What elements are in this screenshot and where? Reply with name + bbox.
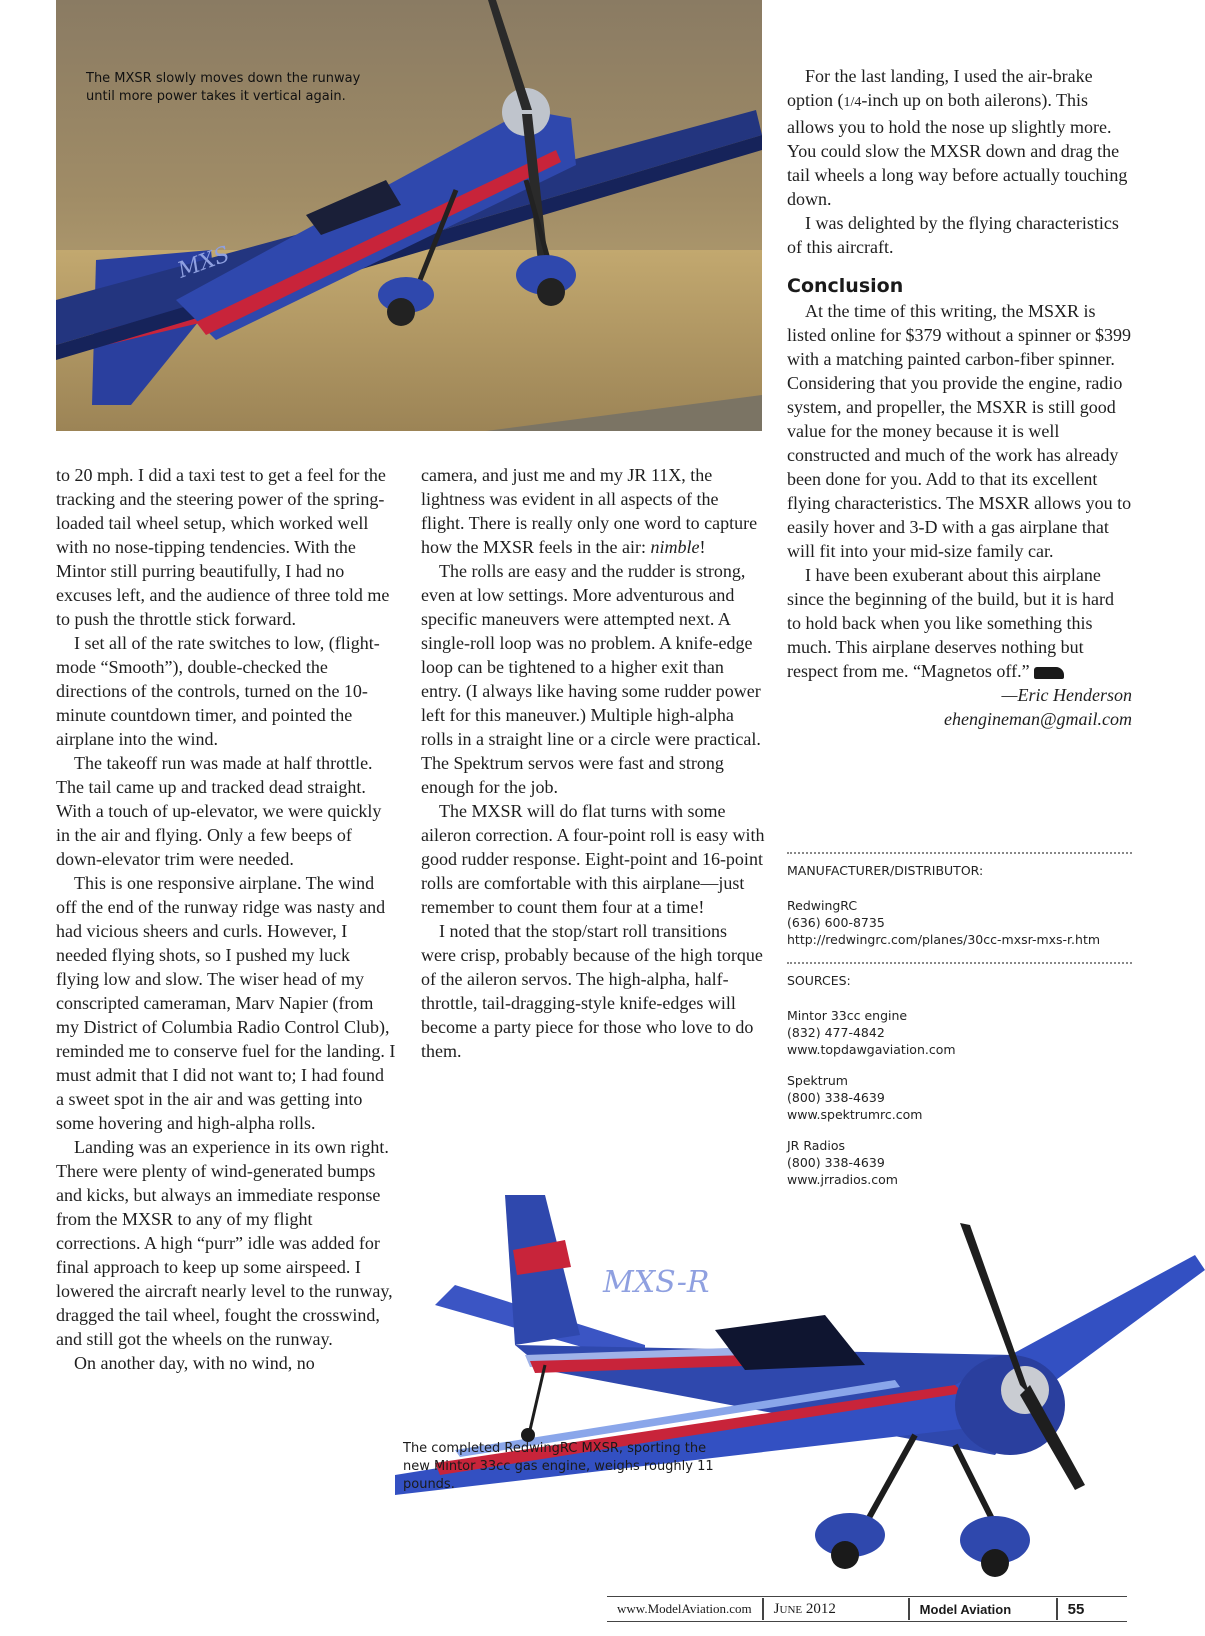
column-3 [787, 64, 1132, 731]
sources-sidebar [787, 852, 1132, 1202]
bottom-photo [395, 1195, 1205, 1590]
source-name: RedwingRC [787, 898, 858, 913]
source-phone: (800) 338-4639 [787, 1090, 885, 1105]
paragraph: On another day, with no wind, no [74, 1353, 315, 1373]
source-url[interactable]: www.spektrumrc.com [787, 1107, 923, 1122]
magazine-word: Aviation [960, 1601, 1012, 1617]
text-run: camera, and just me and my JR 11X, the lightness was evident in all aspects of the flight. There is really only one word to capture how the MXSR feels in the air: [421, 465, 758, 557]
paragraph: to 20 mph. I did a taxi test to get a feel for the tracking and the steering power of the spring-loaded tail wheel setup, which worked well with no nose-tipping tendencies. With the Mintor still purring beautifully, I had no excuses left, and the audience of three told me to push the throttle stick forward. [56, 465, 390, 629]
source-name: Mintor 33cc engine [787, 1008, 908, 1023]
top-caption-line: The MXSR slowly moves down the runway [86, 71, 361, 86]
fraction: 1/4 [843, 95, 862, 110]
column-2 [421, 463, 766, 1063]
paragraph: The rolls are easy and the rudder is strong, even at low settings. More adventurous and specific maneuvers were attempted next. A single-roll loop was no problem. A knife-edge loop can be tightened to a higher exit than entry. (I always like having some rudder power left for this maneuver.) Multiple high-alpha rolls in a straight line or a circle were practical. The Spektrum servos were fast and strong enough for the job. [421, 561, 761, 797]
source-phone: (636) 600-8735 [787, 915, 885, 930]
taxiing-plane-illustration [56, 0, 762, 431]
source-url[interactable]: www.jrradios.com [787, 1172, 898, 1187]
author-byline: —Eric Henderson [1001, 685, 1132, 705]
paragraph: The takeoff run was made at half throttle. The tail came up and tracked dead straight. With a touch of up-elevator, we were quickly in the air and flying. Only a few beeps of down-elevator trim were needed. [56, 753, 382, 869]
emphasis: nimble [650, 537, 700, 557]
completed-plane-illustration [395, 1195, 1205, 1590]
manufacturer-entry [787, 897, 1132, 948]
text-run: -inch up on both ailerons). This allows you to hold the nose up slightly more. You could slow the MXSR down and drag the tail wheels a long way before actually touching down. [787, 90, 1128, 209]
dotted-divider [787, 962, 1132, 964]
paragraph [787, 563, 1132, 683]
source-url[interactable]: www.topdawgaviation.com [787, 1042, 956, 1057]
paragraph: I was delighted by the flying characteristics of this aircraft. [787, 213, 1119, 257]
column-1 [56, 463, 396, 1375]
paragraph: Landing was an experience in its own right. There were plenty of wind-generated bumps and kicks, but always an immediate response from the MXSR to any of my flight corrections. A high “purr” idle was added for final approach to keep up some airspeed. I lowered the aircraft nearly level to the runway, dragged the tail wheel, fought the crosswind, and still got the wheels on the runway. [56, 1137, 393, 1349]
footer-issue: June 2012 [773, 1600, 836, 1617]
page-footer [607, 1596, 1127, 1622]
author-email[interactable]: ehengineman@gmail.com [943, 709, 1132, 729]
text-run: I have been exuberant about this airplane since the beginning of the build, but it is hard to hold back when you like something this much. This airplane deserves nothing but respect from me. “Magnetos off.” [787, 565, 1114, 681]
source-entry [787, 1072, 1132, 1123]
source-name: Spektrum [787, 1073, 848, 1088]
text-run: ! [699, 537, 706, 557]
sources-heading: SOURCES: [787, 973, 851, 988]
source-url[interactable]: http://redwingrc.com/planes/30cc-mxsr-mxs-r.htm [787, 932, 1101, 947]
paragraph [421, 463, 766, 559]
magazine-word: Model [919, 1601, 958, 1617]
source-entry [787, 1007, 1132, 1058]
footer-magazine [910, 1602, 1056, 1617]
top-caption [86, 70, 416, 106]
plane-label: MXS-R [603, 1265, 710, 1300]
dotted-divider [787, 852, 1132, 854]
page-number: 55 [1067, 1600, 1085, 1618]
manufacturer-heading: MANUFACTURER/DISTRIBUTOR: [787, 863, 984, 878]
text-run: For the last landing, I used the air-brake option ( [787, 66, 1093, 110]
bottom-caption-line: new Mintor 33cc gas engine, weighs roughly 11 [403, 1459, 714, 1474]
top-caption-line: until more power takes it vertical again. [86, 89, 346, 104]
end-mark-icon [1034, 667, 1064, 679]
section-heading: Conclusion [787, 275, 904, 297]
paragraph: This is one responsive airplane. The wind off the end of the runway ridge was nasty and had vicious sheers and curls. However, I needed flying shots, so I pushed my luck flying low and slow. The wiser head of my conscripted cameraman, Marv Napier (from my District of Columbia Radio Control Club), reminded me to conserve fuel for the landing. I must admit that I did not want to; I had found a sweet spot in the air and was getting into some hovering and high-alpha rolls. [56, 873, 396, 1133]
bottom-caption [403, 1440, 743, 1494]
top-plane-label: MXS [174, 241, 234, 284]
bottom-caption-line: The completed RedwingRC MXSR, sporting the [403, 1441, 707, 1456]
paragraph: The MXSR will do flat turns with some aileron correction. A four-point roll is easy with good rudder response. Eight-point and 16-point rolls are comfortable with this airplane—just remember to count them four at a time! [421, 801, 765, 917]
bottom-caption-line: pounds. [403, 1477, 455, 1492]
source-entry [787, 1137, 1132, 1188]
paragraph: At the time of this writing, the MSXR is listed online for $379 without a spinner or $399 with a matching painted carbon-fiber spinner. Considering that you provide the engine, radio system, and propeller, the MSXR is still good value for the money because it is well constructed and much of the work has already been done for you. Add to that its excellent flying characteristics. The MSXR allows you to easily hover and 3-D with a gas airplane that will fit into your mid-size family car. [787, 301, 1132, 561]
top-photo [56, 0, 762, 431]
source-phone: (800) 338-4639 [787, 1155, 885, 1170]
footer-url[interactable]: www.ModelAviation.com [617, 1601, 752, 1616]
paragraph: I noted that the stop/start roll transitions were crisp, probably because of the high torque of the aileron servos. The high-alpha, half-throttle, tail-dragging-style knife-edges will become a party piece for those who love to do them. [421, 921, 763, 1061]
source-phone: (832) 477-4842 [787, 1025, 885, 1040]
paragraph [787, 64, 1132, 211]
paragraph: I set all of the rate switches to low, (flight-mode “Smooth”), double-checked the directions of the controls, turned on the 10-minute countdown timer, and pointed the airplane into the wind. [56, 633, 380, 749]
source-name: JR Radios [787, 1138, 845, 1153]
